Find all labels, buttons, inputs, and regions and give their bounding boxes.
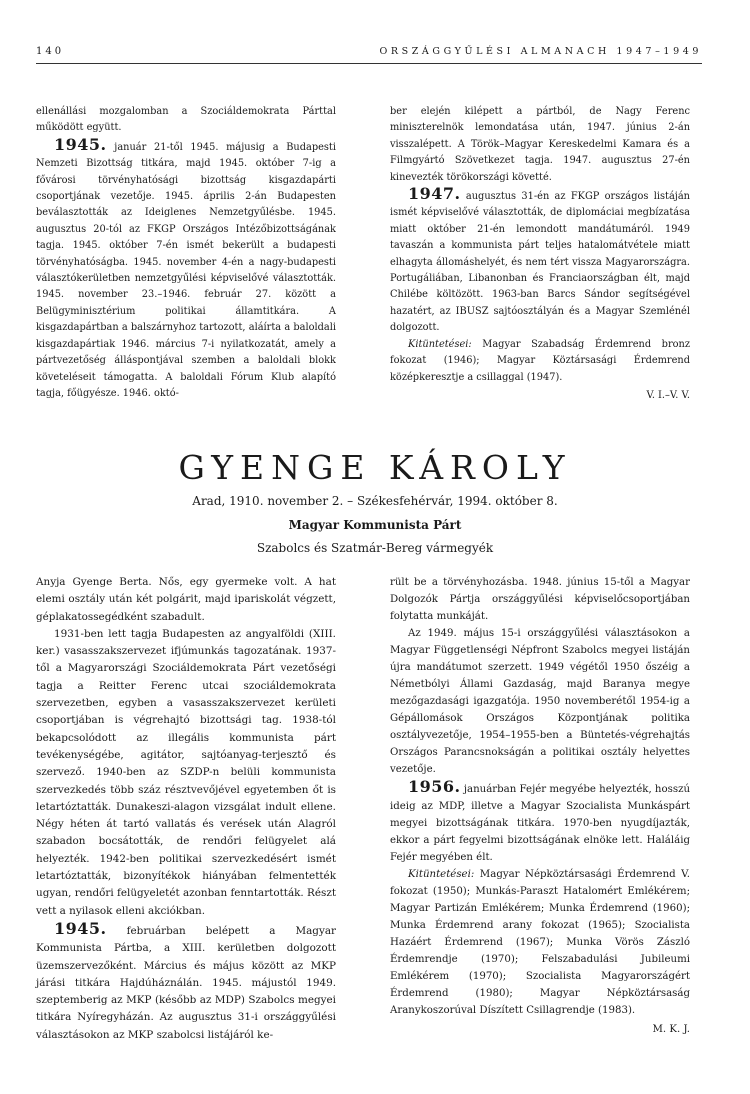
paragraph-text: ber elején kilépett a pártból, de Nagy Ferenc miniszterelnök lemondatása után, 1947. június 2-án visszalépett. A Török–Magyar Kereskedelmi Kamara és a Filmgyártó Szövetkezet tagja. 1947. augusztus 27-én kinevezték törökországi követté. <box>390 106 690 183</box>
paragraph <box>390 778 690 866</box>
paragraph <box>390 574 690 625</box>
paragraph-text: 1931-ben lett tagja Budapesten az angyalföldi (XIII. ker.) vasasszakszervezet ifjúmunkás tagozatának. 1937-től a Magyarországi Szociáldemokrata Párt vezetőségi tagja a Reitter Ferenc utcai szociáldemokrata szervezetben, egyben a vasasszakszervezet kerületi csoportjában is végrehajtó bizottsági tag. 1938-tól bekapcsolódott az illegális kommunista párt tevékenységébe, agitátor, sajtóanyag-terjesztő és szervező. 1940-ben az SZDP-n belüli kommunista szervezkedés több száz résztvevőjével egyetemben őt is letartóztatták. Dunakeszi-alagon vizsgálat indult ellene. Négy héten át tartó vallatás és verések után Alagról szabadon bocsátották, de rendőri felügyelet alá helyezték. 1942-ben politikai szervezkedésért ismét letartóztatták, bizonyítékok hiányában felmentették ugyan, rendőri felügyeletét azonban fenntartották. Részt vett a nyilasok elleni akciókban. <box>36 627 336 917</box>
year-marker: 1947. <box>408 184 461 204</box>
paragraph-text: augusztus 31-én az FKGP országos listáján ismét képviselővé választották, de diplomáciai megbízatása miatt október 21-én lemondott mandátumáról. 1949 tavaszán a kommunista párt teljes hatalomátvétele miatt elhagyta állomáshelyét, és nem tért vissza Magyarországra. Portugáliában, Libanonban és Franciaországban élt, majd Chilébe költözött. 1963-ban Barcs Sándor segítségével hazatért, az IBUSZ sajtóosztályán és a Magyar Szemlénél dolgozott. <box>390 191 690 334</box>
paragraph-text: januárban Fejér megyébe helyezték, hosszú ideig az MDP, illetve a Magyar Szocialista Munkáspárt megyei bizottságának titkára. 1970-ben nyugdíjazták, ekkor a párt fegyelmi bizottságának elnöke lett. Haláláig Fejér megyében élt. <box>390 784 691 863</box>
paragraph-text: január 21-től 1945. májusig a Budapesti Nemzeti Bizottság titkára, majd 1945. október 7-ig a fővárosi törvényhatósági bizottság kisgazdapárti csoportjának vezetője. 1945. április 2-án Budapesten beválasztották az Ideiglenes Nemzetgyűlésbe. 1945. augusztus 20-tól az FKGP Országos Intézőbizottságának tagja. 1945. október 7-én ismét bekerült a budapesti törvényhatóságba. 1945. november 4-én a nagy-budapesti választókerületben nemzetgyűlési képviselővé választották. 1945. november 23.–1946. február 27. között a Belügyminisztérium politikai államtitkára. A kisgazdapártban a balszárnyhoz tartozott, aláírta a baloldali kisgazdapártiak 1946. március 7-i nyilatkozatát, amely a pártvezetőség álláspontjával szemben a baloldali blokk követeléseit támogatta. A baloldali Fórum Klub alapító tagja, főügyésze. 1946. októ- <box>36 141 336 399</box>
entry2-left-column <box>36 574 336 1044</box>
paragraph <box>36 626 336 920</box>
author-signature: V. I.–V. V. <box>646 389 690 401</box>
paragraph <box>36 134 336 403</box>
paragraph <box>390 186 690 337</box>
paragraph <box>390 104 690 186</box>
paragraph-text: Anyja Gyenge Berta. Nős, egy gyermeke volt. A hat elemi osztály után két polgárit, majd ipariskolát végzett, géplakatossegédként szabadult. <box>36 576 336 623</box>
paragraph <box>390 625 690 778</box>
constituency: Szabolcs és Szatmár-Bereg vármegyék <box>256 541 494 555</box>
entry1-left-column <box>36 104 336 402</box>
entry-name: GYENGE KÁROLY <box>178 448 572 487</box>
page-number: 140 <box>36 46 65 57</box>
paragraph-text: Magyar Szabadság Érdemrend bronz fokozat (1946); Magyar Köztársasági Érdemrend középkeresztje a csillaggal (1947). <box>390 338 690 383</box>
paragraph <box>36 920 336 1044</box>
paragraph-text: Az 1949. május 15-i országgyűlési választásokon a Magyar Függetlenségi Népfront Szabolcs megyei listáján újra mandátumot szerzett. 1949 végétől 1950 őszéig a Németbólyi Állami Gazdaság, majd Baranya megye mezőgazdasági igazgatója. 1950 novemberétől 1954-ig a Gépállomások Országos Központjának politika osztályvezetője, 1954–1955-ben a Büntetés-végrehajtás Országos Parancsnokságán a politikai osztály helyettes vezetője. <box>390 628 690 775</box>
paragraph-text: Magyar Népköztársasági Érdemrend V. fokozat (1950); Munkás-Paraszt Hatalomért Emlékérem; Magyar Partizán Emlékérem; Munka Érdemrend (1960); Munka Érdemrend arany fokozat (1965); Szocialista Hazáért Érdemrend (1967); Munka Vörös Zászló Érdemrendje (1970); Felszabadulási Jubileumi Emlékérem (1970); Szocialista Magyarországért Érdemrend (1980); Magyar Népköztársaság Aranykoszorúval Díszített Csillagrendje (1983). <box>390 869 690 1016</box>
paragraph <box>390 337 690 386</box>
paragraph-text: februárban belépett a Magyar Kommunista Pártba, a XIII. kerületben dolgozott üzemszervezőként. Március és május között az MKP járási titkára Hajdúháználán. 1945. májustól 1949. szeptemberig az MKP (később az MDP) Szabolcs megyei titkára Nyíregyházán. Az augusztus 31-i országgyűlési választásokon az MKP szabolcsi listájáról ke- <box>36 924 336 1041</box>
year-marker: 1945. <box>54 134 107 154</box>
entry1-right-column <box>390 104 690 404</box>
paragraph <box>36 574 336 626</box>
awards-label: Kitüntetései: <box>408 338 472 350</box>
birth-death-dates: Arad, 1910. november 2. – Székesfehérvár, 1994. október 8. <box>192 494 558 508</box>
header-rule <box>36 63 702 64</box>
paragraph-text: ellenállási mozgalomban a Szociáldemokrata Párttal működött együtt. <box>36 106 336 134</box>
year-marker: 1956. <box>408 777 461 796</box>
year-marker: 1945. <box>54 918 107 938</box>
paragraph <box>390 866 690 1019</box>
party-name: Magyar Kommunista Párt <box>288 518 462 532</box>
awards-label: Kitüntetései: <box>408 869 475 880</box>
running-head: ORSZÁGGYŰLÉSI ALMANACH 1947–1949 <box>379 46 702 57</box>
paragraph-text: rült be a törvényhozásba. 1948. június 15-től a Magyar Dolgozók Pártja országgyűlési képviselőcsoportjában folytatta munkáját. <box>390 577 690 622</box>
paragraph <box>36 104 336 137</box>
entry2-right-column <box>390 574 690 1038</box>
author-signature: M. K. J. <box>652 1024 690 1035</box>
